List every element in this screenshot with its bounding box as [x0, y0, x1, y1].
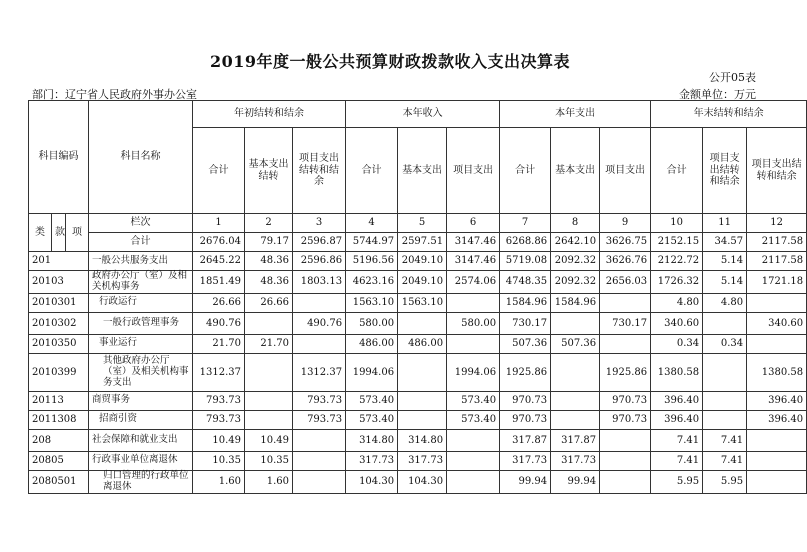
header-xiang: 项: [66, 214, 89, 252]
amount-cell: 1380.58: [651, 353, 703, 391]
column-label: 栏次: [89, 214, 193, 233]
amount-cell: 317.73: [398, 451, 447, 470]
amount-cell: 2656.03: [600, 271, 651, 294]
total-cell: 3147.46: [447, 233, 500, 252]
amount-cell: 1925.86: [500, 353, 551, 391]
amount-cell: 730.17: [500, 312, 551, 334]
amount-cell: 317.73: [346, 451, 398, 470]
amount-cell: 3626.76: [600, 252, 651, 271]
column-number: 4: [346, 214, 398, 233]
table-row: [29, 451, 807, 470]
column-number: 5: [398, 214, 447, 233]
amount-cell: [747, 293, 807, 312]
amount-cell: 5.14: [703, 271, 747, 294]
amount-cell: [447, 334, 500, 353]
subject-code-cell: 20103: [29, 271, 89, 294]
subject-code-cell: 2080501: [29, 470, 89, 493]
header-subject-name: 科目名称: [89, 101, 193, 214]
subject-code-cell: 20113: [29, 391, 89, 410]
total-cell: 6268.86: [500, 233, 551, 252]
subject-name-cell: 一般公共服务支出: [89, 252, 193, 271]
header-project-carry: 项目支出结转和结余: [293, 128, 346, 214]
amount-cell: 340.60: [747, 312, 807, 334]
total-cell: 5744.97: [346, 233, 398, 252]
table-row: [29, 271, 807, 294]
amount-cell: 2574.06: [447, 271, 500, 294]
total-cell: 2596.87: [293, 233, 346, 252]
amount-cell: 396.40: [747, 391, 807, 410]
amount-cell: 2092.32: [551, 271, 600, 294]
header-project: 项目支出: [447, 128, 500, 214]
total-row-label: 合计: [89, 233, 193, 252]
amount-cell: 970.73: [600, 391, 651, 410]
amount-cell: 1563.10: [346, 293, 398, 312]
amount-cell: 104.30: [346, 470, 398, 493]
amount-cell: 2049.10: [398, 252, 447, 271]
amount-cell: [245, 353, 293, 391]
header-project-carry: 项目支出结转和结余: [747, 128, 807, 214]
amount-cell: 793.73: [293, 410, 346, 429]
subject-name-cell: 归口管理的行政单位离退休: [89, 470, 193, 493]
header-group-expense: 本年支出: [500, 101, 651, 128]
amount-cell: [600, 334, 651, 353]
total-cell: 2642.10: [551, 233, 600, 252]
amount-cell: 507.36: [551, 334, 600, 353]
header-basic-carry: 项目支出结转和结余: [703, 128, 747, 214]
total-cell: 2117.58: [747, 233, 807, 252]
subject-name-cell: 行政运行: [89, 293, 193, 312]
amount-cell: 21.70: [245, 334, 293, 353]
amount-cell: 10.49: [193, 429, 245, 451]
amount-cell: 573.40: [447, 410, 500, 429]
amount-cell: 317.73: [500, 451, 551, 470]
table-row: [29, 353, 807, 391]
subject-name-cell: 其他政府办公厅（室）及相关机构事务支出: [89, 353, 193, 391]
amount-cell: [747, 470, 807, 493]
amount-cell: 1.60: [193, 470, 245, 493]
amount-cell: [447, 451, 500, 470]
amount-cell: 1721.18: [747, 271, 807, 294]
amount-cell: 970.73: [500, 410, 551, 429]
column-number: 12: [747, 214, 807, 233]
amount-cell: 340.60: [651, 312, 703, 334]
amount-cell: 2596.86: [293, 252, 346, 271]
amount-cell: 5.95: [703, 470, 747, 493]
amount-cell: [551, 391, 600, 410]
amount-cell: 2049.10: [398, 271, 447, 294]
amount-cell: 486.00: [398, 334, 447, 353]
amount-cell: [398, 391, 447, 410]
amount-cell: [551, 410, 600, 429]
column-number: 10: [651, 214, 703, 233]
amount-cell: [398, 312, 447, 334]
header-total: 合计: [651, 128, 703, 214]
amount-cell: 580.00: [447, 312, 500, 334]
column-number: 1: [193, 214, 245, 233]
amount-cell: 10.35: [245, 451, 293, 470]
column-number: 6: [447, 214, 500, 233]
amount-cell: [747, 451, 807, 470]
subject-code-cell: 2011308: [29, 410, 89, 429]
header-project: 项目支出: [600, 128, 651, 214]
amount-cell: 970.73: [600, 410, 651, 429]
header-group-income: 本年收入: [346, 101, 500, 128]
unit-label: 金额单位：万元: [679, 88, 756, 101]
subject-code-cell: 2010301: [29, 293, 89, 312]
amount-cell: 1563.10: [398, 293, 447, 312]
column-number: 2: [245, 214, 293, 233]
amount-cell: 5196.56: [346, 252, 398, 271]
form-number: 公开05表: [709, 71, 756, 84]
header-group-begin: 年初结转和结余: [193, 101, 346, 128]
amount-cell: 48.36: [245, 252, 293, 271]
amount-cell: 48.36: [245, 271, 293, 294]
total-cell: 3626.75: [600, 233, 651, 252]
amount-cell: 99.94: [500, 470, 551, 493]
amount-cell: 314.80: [346, 429, 398, 451]
amount-cell: 1380.58: [747, 353, 807, 391]
column-number: 9: [600, 214, 651, 233]
amount-cell: 1584.96: [500, 293, 551, 312]
amount-cell: 573.40: [447, 391, 500, 410]
total-cell: 2597.51: [398, 233, 447, 252]
subject-name-cell: 行政事业单位离退休: [89, 451, 193, 470]
header-total: 合计: [500, 128, 551, 214]
amount-cell: 5719.08: [500, 252, 551, 271]
amount-cell: [551, 312, 600, 334]
amount-cell: [293, 293, 346, 312]
header-kuan: 款: [52, 214, 66, 252]
amount-cell: 7.41: [703, 451, 747, 470]
subject-code-cell: 208: [29, 429, 89, 451]
amount-cell: [245, 391, 293, 410]
amount-cell: 1726.32: [651, 271, 703, 294]
amount-cell: [293, 334, 346, 353]
amount-cell: [703, 391, 747, 410]
amount-cell: [703, 353, 747, 391]
amount-cell: 0.34: [703, 334, 747, 353]
table-row: [29, 293, 807, 312]
amount-cell: [245, 312, 293, 334]
amount-cell: [600, 451, 651, 470]
subject-code-cell: 201: [29, 252, 89, 271]
table-row: [29, 334, 807, 353]
amount-cell: [551, 353, 600, 391]
budget-table: [28, 100, 807, 494]
subject-name-cell: 社会保障和就业支出: [89, 429, 193, 451]
amount-cell: 730.17: [600, 312, 651, 334]
amount-cell: 490.76: [293, 312, 346, 334]
table-row: [29, 391, 807, 410]
amount-cell: 1.60: [245, 470, 293, 493]
amount-cell: 793.73: [293, 391, 346, 410]
amount-cell: 1925.86: [600, 353, 651, 391]
subject-code-cell: 2010350: [29, 334, 89, 353]
amount-cell: [600, 470, 651, 493]
total-cell: 79.17: [245, 233, 293, 252]
amount-cell: [703, 410, 747, 429]
amount-cell: [398, 410, 447, 429]
amount-cell: 573.40: [346, 391, 398, 410]
table-row: [29, 429, 807, 451]
amount-cell: 2122.72: [651, 252, 703, 271]
header-group-end: 年末结转和结余: [651, 101, 807, 128]
amount-cell: 573.40: [346, 410, 398, 429]
header-basic: 基本支出: [398, 128, 447, 214]
amount-cell: [293, 470, 346, 493]
amount-cell: 507.36: [500, 334, 551, 353]
amount-cell: 4.80: [651, 293, 703, 312]
amount-cell: 0.34: [651, 334, 703, 353]
amount-cell: 1851.49: [193, 271, 245, 294]
amount-cell: 4.80: [703, 293, 747, 312]
subject-code-cell: 2010302: [29, 312, 89, 334]
amount-cell: [600, 293, 651, 312]
subject-name-cell: 商贸事务: [89, 391, 193, 410]
amount-cell: [398, 353, 447, 391]
subject-name-cell: 政府办公厅（室）及相关机构事务: [89, 271, 193, 294]
amount-cell: [447, 470, 500, 493]
amount-cell: 396.40: [651, 391, 703, 410]
amount-cell: 5.95: [651, 470, 703, 493]
subject-code-cell: 20805: [29, 451, 89, 470]
header-basic: 基本支出: [551, 128, 600, 214]
amount-cell: 1312.37: [193, 353, 245, 391]
subject-name-cell: 事业运行: [89, 334, 193, 353]
table-row: [29, 252, 807, 271]
total-cell: 2152.15: [651, 233, 703, 252]
subject-name-cell: 一般行政管理事务: [89, 312, 193, 334]
column-number: 3: [293, 214, 346, 233]
amount-cell: 4623.16: [346, 271, 398, 294]
amount-cell: 4748.35: [500, 271, 551, 294]
amount-cell: 26.66: [245, 293, 293, 312]
amount-cell: 1803.13: [293, 271, 346, 294]
amount-cell: [293, 429, 346, 451]
header-basic-carry: 基本支出结转: [245, 128, 293, 214]
amount-cell: 317.73: [551, 451, 600, 470]
amount-cell: 10.49: [245, 429, 293, 451]
amount-cell: 10.35: [193, 451, 245, 470]
amount-cell: 490.76: [193, 312, 245, 334]
amount-cell: [703, 312, 747, 334]
amount-cell: 317.87: [500, 429, 551, 451]
amount-cell: [747, 334, 807, 353]
amount-cell: 793.73: [193, 391, 245, 410]
amount-cell: 3147.46: [447, 252, 500, 271]
subject-code-cell: 2010399: [29, 353, 89, 391]
header-subject-code: 科目编码: [29, 101, 89, 214]
amount-cell: 5.14: [703, 252, 747, 271]
header-total: 合计: [193, 128, 245, 214]
column-number: 8: [551, 214, 600, 233]
subject-name-cell: 招商引资: [89, 410, 193, 429]
amount-cell: 7.41: [651, 429, 703, 451]
amount-cell: 2092.32: [551, 252, 600, 271]
amount-cell: [293, 451, 346, 470]
column-number: 11: [703, 214, 747, 233]
total-cell: 2676.04: [193, 233, 245, 252]
table-row: [29, 470, 807, 493]
report-title: 2019年度一般公共预算财政拨款收入支出决算表: [209, 52, 571, 71]
amount-cell: 7.41: [703, 429, 747, 451]
amount-cell: [447, 293, 500, 312]
amount-cell: 314.80: [398, 429, 447, 451]
amount-cell: 970.73: [500, 391, 551, 410]
amount-cell: 104.30: [398, 470, 447, 493]
amount-cell: 1994.06: [346, 353, 398, 391]
amount-cell: [447, 429, 500, 451]
amount-cell: 99.94: [551, 470, 600, 493]
amount-cell: 580.00: [346, 312, 398, 334]
amount-cell: [600, 429, 651, 451]
amount-cell: [245, 410, 293, 429]
amount-cell: 7.41: [651, 451, 703, 470]
department-label: 部门：辽宁省人民政府外事办公室: [32, 88, 197, 101]
table-row: [29, 312, 807, 334]
amount-cell: 1584.96: [551, 293, 600, 312]
amount-cell: 26.66: [193, 293, 245, 312]
amount-cell: 486.00: [346, 334, 398, 353]
column-number: 7: [500, 214, 551, 233]
amount-cell: 396.40: [651, 410, 703, 429]
amount-cell: 396.40: [747, 410, 807, 429]
table-row: [29, 410, 807, 429]
amount-cell: 21.70: [193, 334, 245, 353]
amount-cell: 317.87: [551, 429, 600, 451]
total-cell: 34.57: [703, 233, 747, 252]
amount-cell: [747, 429, 807, 451]
amount-cell: 2645.22: [193, 252, 245, 271]
header-lei: 类: [29, 214, 52, 252]
amount-cell: 793.73: [193, 410, 245, 429]
amount-cell: 1994.06: [447, 353, 500, 391]
amount-cell: 1312.37: [293, 353, 346, 391]
header-total: 合计: [346, 128, 398, 214]
amount-cell: 2117.58: [747, 252, 807, 271]
